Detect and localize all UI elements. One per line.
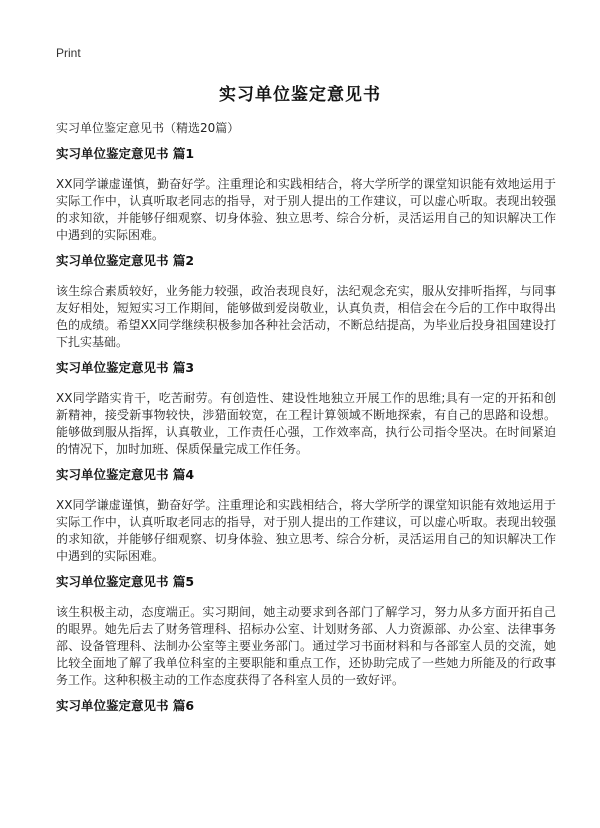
page-title: 实习单位鉴定意见书 bbox=[219, 85, 381, 105]
section-4 bbox=[56, 467, 556, 565]
section-paragraph: XX同学踏实肯干，吃苦耐劳。有创造性、建设性地独立开展工作的思维;具有一定的开拓和创新精神，接受新事物较快，涉猎面较宽，在工程计算领域不断地探索，有自己的思路和设想。能够做到服从指挥，认真敬业，工作责任心强，工作效率高，执行公司指令坚决。在时间紧迫的情况下，加时加班、保质保量完成工作任务。 bbox=[56, 391, 556, 456]
section-heading: 实习单位鉴定意见书 篇3 bbox=[56, 360, 195, 375]
section-paragraph: XX同学谦虚谨慎，勤奋好学。注重理论和实践相结合，将大学所学的课堂知识能有效地运用于实际工作中，认真听取老同志的指导，对于别人提出的工作建议，可以虚心听取。表现出较强的求知欲，并能够仔细观察、切身体验、独立思考、综合分析，灵活运用自己的知识解决工作中遇到的实际困难。 bbox=[56, 177, 556, 242]
section-heading: 实习单位鉴定意见书 篇6 bbox=[56, 698, 195, 713]
section-heading: 实习单位鉴定意见书 篇1 bbox=[56, 146, 195, 161]
section-paragraph: 该生积极主动，态度端正。实习期间，她主动要求到各部门了解学习，努力从多方面开拓自己的眼界。她先后去了财务管理科、招标办公室、计划财务部、人力资源部、办公室、法律事务部、设备管理科、法制办公室等主要业务部门。通过学习书面材料和与各部室人员的交流，她比较全面地了解了我单位科室的主要职能和重点工作，还协助完成了一些她力所能及的行政事务工作。这种积极主动的工作态度获得了各科室人员的一致好评。 bbox=[56, 605, 556, 687]
print-link[interactable]: Print bbox=[56, 46, 81, 60]
section-5 bbox=[56, 574, 556, 689]
section-3 bbox=[56, 360, 556, 458]
section-paragraph: 该生综合素质较好，业务能力较强，政治表现良好，法纪观念充实，服从安排听指挥，与同事友好相处，短短实习工作期间，能够做到爱岗敬业，认真负责，相信会在今后的工作中取得出色的成绩。希望XX同学继续积极参加各种社会活动，不断总结提高，为毕业后投身祖国建设打下扎实基础。 bbox=[56, 284, 556, 349]
section-heading: 实习单位鉴定意见书 篇5 bbox=[56, 574, 195, 589]
section-6 bbox=[56, 698, 556, 714]
section-paragraph: XX同学谦虚谨慎，勤奋好学。注重理论和实践相结合，将大学所学的课堂知识能有效地运用于实际工作中，认真听取老同志的指导，对于别人提出的工作建议，可以虚心听取。表现出较强的求知欲，并能够仔细观察、切身体验、独立思考、综合分析，灵活运用自己的知识解决工作中遇到的实际困难。 bbox=[56, 498, 556, 563]
section-heading: 实习单位鉴定意见书 篇4 bbox=[56, 467, 195, 482]
section-heading: 实习单位鉴定意见书 篇2 bbox=[56, 253, 195, 268]
section-2 bbox=[56, 253, 556, 351]
section-1 bbox=[56, 146, 556, 244]
document-subtitle: 实习单位鉴定意见书（精选20篇） bbox=[56, 121, 240, 135]
document-body bbox=[56, 120, 556, 728]
